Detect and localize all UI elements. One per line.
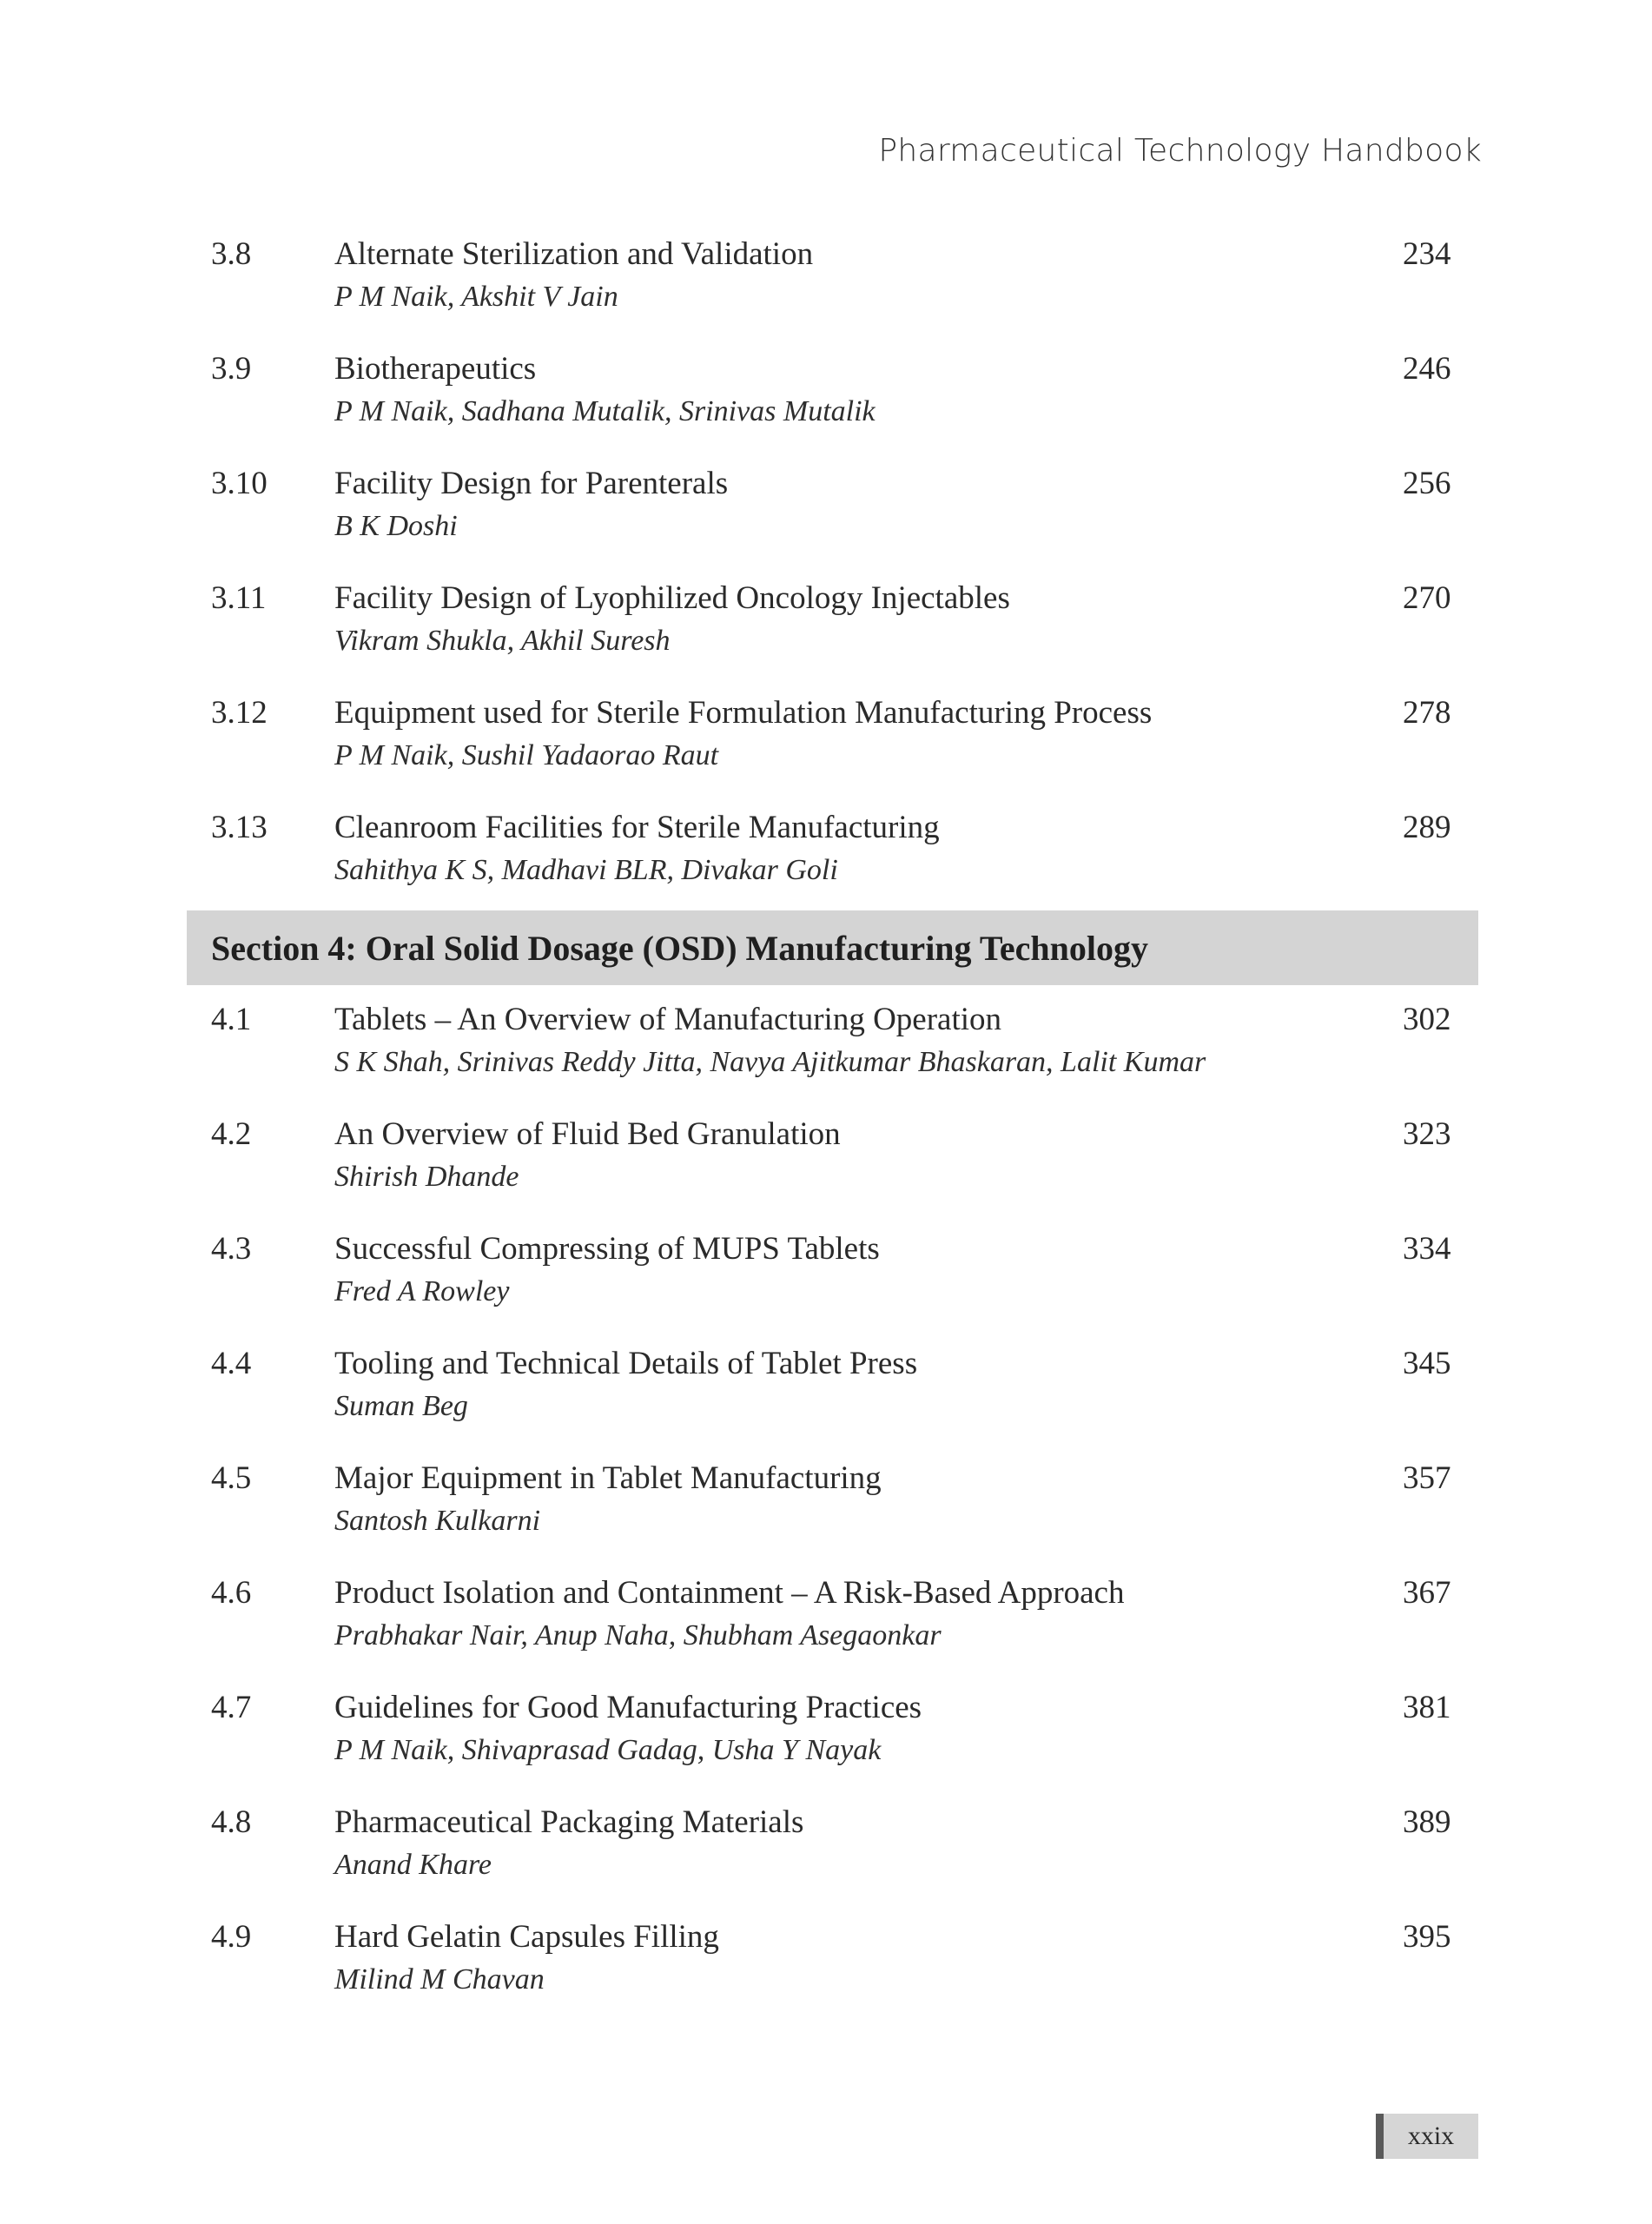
entry-title: Cleanroom Facilities for Sterile Manufacturing <box>334 810 940 845</box>
folio-box <box>1376 2114 1478 2159</box>
entry-authors: Fred A Rowley <box>334 1275 510 1307</box>
entry-authors: P M Naik, Sadhana Mutalik, Srinivas Mutalik <box>334 395 876 427</box>
entry-title: Tooling and Technical Details of Tablet Press <box>334 1346 918 1381</box>
entry-page: 246 <box>1403 351 1451 387</box>
entry-authors: Suman Beg <box>334 1390 468 1422</box>
entry-page: 323 <box>1403 1116 1451 1152</box>
entry-authors: B K Doshi <box>334 510 458 542</box>
entry-authors: Vikram Shukla, Akhil Suresh <box>334 625 671 657</box>
entry-authors: P M Naik, Sushil Yadaorao Raut <box>334 739 719 771</box>
toc-entry <box>0 1345 1652 1460</box>
section-heading-band <box>187 910 1478 985</box>
entry-number: 3.8 <box>211 236 252 272</box>
entry-title: Guidelines for Good Manufacturing Practices <box>334 1690 922 1725</box>
entry-page: 389 <box>1403 1804 1451 1840</box>
toc-entry <box>0 809 1652 923</box>
entry-authors: Anand Khare <box>334 1849 492 1881</box>
section-title: Section 4: Oral Solid Dosage (OSD) Manufacturing Technology <box>211 929 1148 968</box>
entry-title: Successful Compressing of MUPS Tablets <box>334 1231 880 1267</box>
toc-entry <box>0 1918 1652 2033</box>
entry-number: 3.10 <box>211 466 268 501</box>
entry-number: 3.12 <box>211 695 268 731</box>
entry-number: 4.5 <box>211 1460 252 1496</box>
entry-number: 3.9 <box>211 351 252 387</box>
toc-entry <box>0 694 1652 809</box>
entry-page: 395 <box>1403 1919 1451 1955</box>
entry-page: 334 <box>1403 1231 1451 1267</box>
toc-entry <box>0 235 1652 350</box>
entry-title: Alternate Sterilization and Validation <box>334 236 814 272</box>
entry-number: 4.3 <box>211 1231 252 1267</box>
entry-number: 4.4 <box>211 1346 252 1381</box>
toc-entry <box>0 1574 1652 1689</box>
entry-title: Equipment used for Sterile Formulation Manufacturing Process <box>334 695 1153 731</box>
toc-entry <box>0 465 1652 579</box>
entry-page: 270 <box>1403 580 1451 616</box>
entry-page: 234 <box>1403 236 1451 272</box>
entry-title: Product Isolation and Containment – A Risk-Based Approach <box>334 1575 1125 1611</box>
entry-number: 4.1 <box>211 1002 252 1037</box>
entry-number: 4.9 <box>211 1919 252 1955</box>
entry-authors: P M Naik, Akshit V Jain <box>334 281 618 313</box>
entry-title: Biotherapeutics <box>334 351 537 387</box>
entry-authors: Santosh Kulkarni <box>334 1505 541 1537</box>
entry-authors: Prabhakar Nair, Anup Naha, Shubham Asegaonkar <box>334 1619 942 1651</box>
entry-number: 4.6 <box>211 1575 252 1611</box>
entry-page: 381 <box>1403 1690 1451 1725</box>
toc-entry <box>0 1460 1652 1574</box>
toc-entry <box>0 1115 1652 1230</box>
entry-authors: Shirish Dhande <box>334 1161 519 1193</box>
entry-title: An Overview of Fluid Bed Granulation <box>334 1116 841 1152</box>
toc-entry <box>0 579 1652 694</box>
toc-entry <box>0 350 1652 465</box>
folio-accent-bar <box>1376 2114 1384 2159</box>
entry-number: 3.11 <box>211 580 267 616</box>
entry-number: 4.8 <box>211 1804 252 1840</box>
entry-title: Hard Gelatin Capsules Filling <box>334 1919 719 1955</box>
entry-number: 4.7 <box>211 1690 252 1725</box>
toc-entry <box>0 1001 1652 1115</box>
entry-authors: P M Naik, Shivaprasad Gadag, Usha Y Nayak <box>334 1734 882 1766</box>
entry-title: Facility Design for Parenterals <box>334 466 729 501</box>
entry-authors: Milind M Chavan <box>334 1963 545 1996</box>
toc-entry <box>0 1804 1652 1918</box>
running-header: Pharmaceutical Technology Handbook <box>878 133 1482 169</box>
entry-number: 4.2 <box>211 1116 252 1152</box>
entry-page: 302 <box>1403 1002 1451 1037</box>
entry-title: Major Equipment in Tablet Manufacturing <box>334 1460 882 1496</box>
toc-entry <box>0 1689 1652 1804</box>
entry-title: Facility Design of Lyophilized Oncology Injectables <box>334 580 1010 616</box>
entry-page: 256 <box>1403 466 1451 501</box>
entry-authors: Sahithya K S, Madhavi BLR, Divakar Goli <box>334 854 838 886</box>
entry-authors: S K Shah, Srinivas Reddy Jitta, Navya Ajitkumar Bhaskaran, Lalit Kumar <box>334 1046 1206 1078</box>
entry-title: Tablets – An Overview of Manufacturing Operation <box>334 1002 1002 1037</box>
entry-page: 357 <box>1403 1460 1451 1496</box>
entry-title: Pharmaceutical Packaging Materials <box>334 1804 804 1840</box>
entry-page: 345 <box>1403 1346 1451 1381</box>
entry-page: 278 <box>1403 695 1451 731</box>
toc-entry <box>0 1230 1652 1345</box>
entry-number: 3.13 <box>211 810 268 845</box>
entry-page: 367 <box>1403 1575 1451 1611</box>
entry-page: 289 <box>1403 810 1451 845</box>
page-number: xxix <box>1407 2121 1455 2150</box>
